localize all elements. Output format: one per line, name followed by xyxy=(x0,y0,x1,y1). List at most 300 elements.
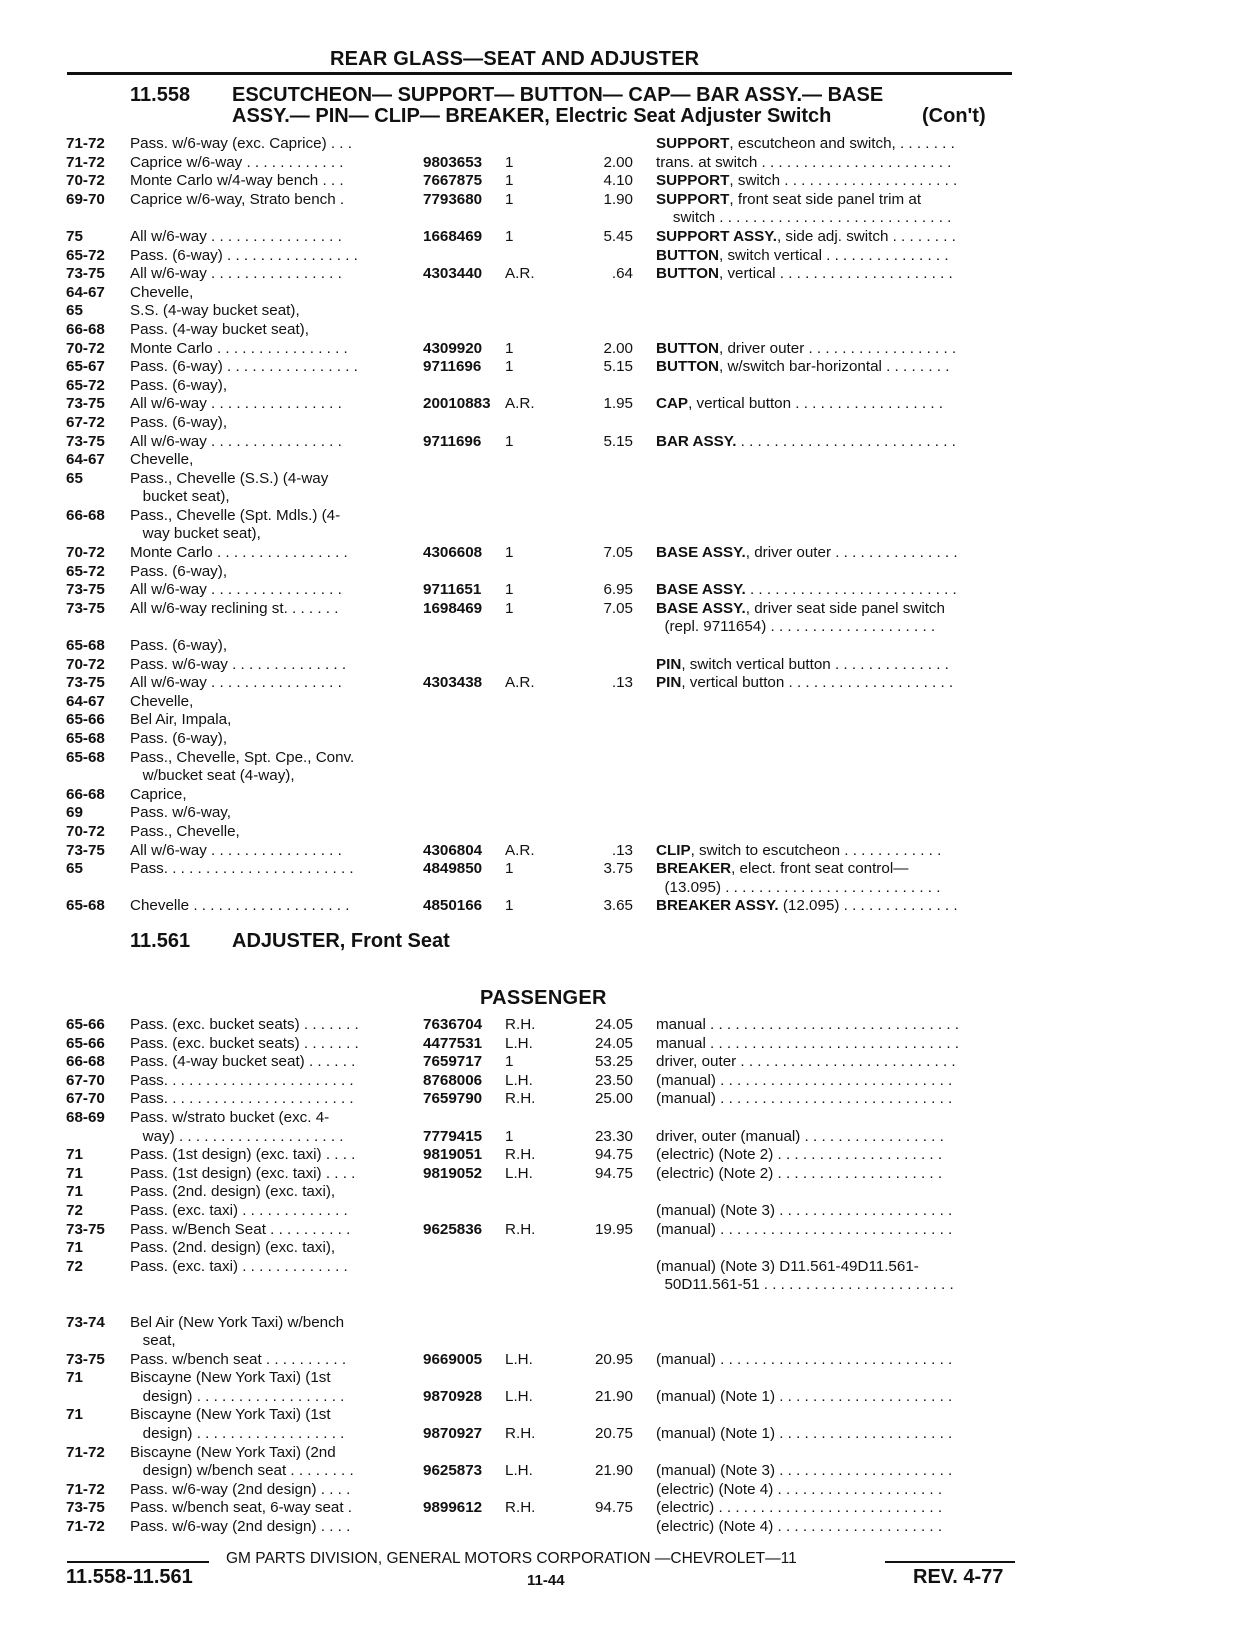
year-range: 73-75 xyxy=(66,1220,105,1238)
application: Pass. w/bench seat, 6-way seat . xyxy=(130,1499,353,1517)
part-number: 9899612 xyxy=(423,1499,483,1517)
description-text: (electric) . . . . . . . . . . . . . . . . . . . . . . . . . . . xyxy=(656,1499,943,1517)
application: Biscayne (New York Taxi) (2nd xyxy=(130,1443,336,1461)
description xyxy=(656,395,1018,414)
revision-label: REV. 4-77 xyxy=(913,1566,1004,1588)
year-range: 71-72 xyxy=(66,1518,105,1536)
description xyxy=(656,1388,1018,1407)
section-title-line1: ESCUTCHEON— SUPPORT— BUTTON— CAP— BAR ASSY.— BASE xyxy=(232,84,884,106)
application: Pass. (1st design) (exc. taxi) . . . . xyxy=(130,1164,356,1182)
page-header-title: REAR GLASS—SEAT AND ADJUSTER xyxy=(330,48,700,70)
quantity: A.R. xyxy=(505,841,535,859)
quantity: 1 xyxy=(505,544,514,562)
application: Pass. (6-way) . . . . . . . . . . . . . . . . xyxy=(130,358,358,376)
description-text: , switch . . . . . . . . . . . . . . . . . . . . . xyxy=(729,172,958,190)
parts-table-11561 xyxy=(0,1016,1235,1537)
part-number: 4303440 xyxy=(423,265,483,283)
description-keyword: SUPPORT xyxy=(656,172,730,190)
application: All w/6-way . . . . . . . . . . . . . . . . xyxy=(130,265,342,283)
table-row xyxy=(0,172,1235,191)
table-row xyxy=(0,897,1235,916)
description xyxy=(656,1425,1018,1444)
application: Pass., Chevelle (Spt. Mdls.) (4- xyxy=(130,506,341,524)
description-keyword: BUTTON xyxy=(656,246,719,264)
application: Pass. (2nd. design) (exc. taxi), xyxy=(130,1239,336,1257)
year-range: 70-72 xyxy=(66,339,105,357)
description-text: (manual) (Note 3) . . . . . . . . . . . . . . . . . . . . . xyxy=(656,1462,953,1480)
table-row xyxy=(0,730,1235,749)
price: 25.00 xyxy=(594,1090,633,1108)
part-number: 4306608 xyxy=(423,544,483,562)
part-number: 4850166 xyxy=(423,897,483,915)
application: Pass. (4-way bucket seat), xyxy=(130,320,309,338)
quantity: R.H. xyxy=(505,1499,536,1517)
application: Pass. (6-way), xyxy=(130,413,228,431)
section-title: ADJUSTER, Front Seat xyxy=(232,930,450,952)
table-row xyxy=(0,191,1235,210)
table-row xyxy=(0,711,1235,730)
description-text: (manual) . . . . . . . . . . . . . . . . . . . . . . . . . . . . xyxy=(656,1071,953,1089)
application: Pass. (1st design) (exc. taxi) . . . . xyxy=(130,1146,356,1164)
application: Pass. w/6-way . . . . . . . . . . . . . . xyxy=(130,655,347,673)
application: way) . . . . . . . . . . . . . . . . . . . . xyxy=(130,1127,344,1145)
price: 5.45 xyxy=(603,227,633,245)
table-row xyxy=(0,135,1235,154)
table-row xyxy=(0,1518,1235,1537)
table-row xyxy=(0,302,1235,321)
application: All w/6-way . . . . . . . . . . . . . . . . xyxy=(130,227,342,245)
quantity: L.H. xyxy=(505,1164,533,1182)
price: 2.00 xyxy=(603,339,633,357)
table-row xyxy=(0,321,1235,340)
quantity: A.R. xyxy=(505,395,535,413)
application: Pass. (exc. taxi) . . . . . . . . . . . . . xyxy=(130,1257,348,1275)
section-number: 11.558 xyxy=(130,84,191,106)
description-keyword: SUPPORT xyxy=(656,135,730,152)
description-text: (repl. 9711654) . . . . . . . . . . . . . . . . . . . . xyxy=(656,618,936,636)
year-range: 72 xyxy=(66,1257,83,1275)
table-row xyxy=(0,804,1235,823)
year-range: 64-67 xyxy=(66,283,105,301)
year-range: 66-68 xyxy=(66,320,105,338)
year-range: 65-68 xyxy=(66,748,105,766)
part-number: 9711651 xyxy=(423,581,482,599)
table-row xyxy=(0,1425,1235,1444)
year-range: 65 xyxy=(66,302,83,320)
description xyxy=(656,1518,1018,1537)
description xyxy=(656,1165,1018,1184)
part-number: 9870927 xyxy=(423,1425,483,1443)
description xyxy=(656,1035,1018,1054)
year-range: 71-72 xyxy=(66,153,105,171)
price: 4.10 xyxy=(603,172,633,190)
part-number: 7659717 xyxy=(423,1053,483,1071)
year-range: 69 xyxy=(66,804,83,822)
table-row xyxy=(0,1388,1235,1407)
price: 3.75 xyxy=(603,860,633,878)
year-range: 65-68 xyxy=(66,637,105,655)
application: Pass. . . . . . . . . . . . . . . . . . . . . . . xyxy=(130,1090,354,1108)
table-row xyxy=(0,693,1235,712)
description xyxy=(656,1053,1018,1072)
price: 94.75 xyxy=(594,1499,633,1517)
description xyxy=(656,1016,1018,1035)
year-range: 73-75 xyxy=(66,1350,105,1368)
quantity: 1 xyxy=(505,339,514,357)
quantity: 1 xyxy=(505,1127,514,1145)
page-number: 11-44 xyxy=(527,1572,565,1589)
quantity: 1 xyxy=(505,227,514,245)
application: Bel Air (New York Taxi) w/bench xyxy=(130,1313,345,1331)
price: .13 xyxy=(611,841,633,859)
table-row xyxy=(0,1035,1235,1054)
application: Pass. w/6-way (2nd design) . . . . xyxy=(130,1518,351,1536)
description-keyword: BASE ASSY. xyxy=(656,544,746,562)
description-keyword: SUPPORT xyxy=(656,190,730,208)
description-text: (electric) (Note 2) . . . . . . . . . . . . . . . . . . . . xyxy=(656,1164,943,1182)
table-row xyxy=(0,377,1235,396)
year-range: 65-72 xyxy=(66,376,105,394)
footer-division: GM PARTS DIVISION, GENERAL MOTORS CORPORATION —CHEVROLET—11 xyxy=(226,1550,797,1567)
price: 20.75 xyxy=(594,1425,633,1443)
description-text: , driver outer . . . . . . . . . . . . . . . . . . xyxy=(719,339,957,357)
description-text: (manual) . . . . . . . . . . . . . . . . . . . . . . . . . . . . xyxy=(656,1350,953,1368)
description-text: , switch vertical . . . . . . . . . . . . . . . xyxy=(719,246,949,264)
header-rule xyxy=(67,72,1012,75)
table-row xyxy=(0,488,1235,507)
quantity: A.R. xyxy=(505,265,535,283)
part-number: 9625873 xyxy=(423,1462,483,1480)
year-range: 70-72 xyxy=(66,655,105,673)
year-range: 73-74 xyxy=(66,1313,105,1331)
subheading-passenger: PASSENGER xyxy=(480,987,607,1009)
year-range: 73-75 xyxy=(66,599,105,617)
table-row xyxy=(0,228,1235,247)
year-range: 75 xyxy=(66,227,83,245)
description-keyword: BASE ASSY. xyxy=(656,581,746,599)
year-range: 73-75 xyxy=(66,395,105,413)
description xyxy=(656,600,1018,619)
table-row xyxy=(0,1053,1235,1072)
quantity: L.H. xyxy=(505,1034,533,1052)
description-text: (electric) (Note 4) . . . . . . . . . . . . . . . . . . . . xyxy=(656,1480,943,1498)
application: Chevelle . . . . . . . . . . . . . . . . . . . xyxy=(130,897,350,915)
part-number: 9870928 xyxy=(423,1387,483,1405)
quantity: 1 xyxy=(505,897,514,915)
application: Pass. (exc. bucket seats) . . . . . . . xyxy=(130,1016,359,1033)
table-row xyxy=(0,1314,1235,1333)
description-text: driver, outer . . . . . . . . . . . . . . . . . . . . . . . . . . xyxy=(656,1053,956,1071)
part-number: 1668469 xyxy=(423,227,483,245)
year-range: 73-75 xyxy=(66,581,105,599)
part-number: 7779415 xyxy=(423,1127,483,1145)
description-text: , driver outer . . . . . . . . . . . . . . . xyxy=(745,544,958,562)
part-number: 9819052 xyxy=(423,1164,483,1182)
part-number: 7636704 xyxy=(423,1016,483,1033)
description xyxy=(656,172,1018,191)
quantity: 1 xyxy=(505,172,514,190)
price: 94.75 xyxy=(594,1146,633,1164)
part-number: 7659790 xyxy=(423,1090,483,1108)
year-range: 71 xyxy=(66,1183,83,1201)
part-number: 4303438 xyxy=(423,674,483,692)
quantity: 1 xyxy=(505,190,514,208)
quantity: L.H. xyxy=(505,1462,533,1480)
year-range: 65 xyxy=(66,860,83,878)
description-keyword: BUTTON xyxy=(656,358,719,376)
application: Chevelle, xyxy=(130,692,194,710)
year-range: 70-72 xyxy=(66,544,105,562)
application: All w/6-way . . . . . . . . . . . . . . . . xyxy=(130,395,342,413)
table-row xyxy=(0,507,1235,526)
year-range: 70-72 xyxy=(66,822,105,840)
application: Monte Carlo . . . . . . . . . . . . . . . . xyxy=(130,339,348,357)
table-row xyxy=(0,358,1235,377)
application: design) w/bench seat . . . . . . . . xyxy=(130,1462,354,1480)
application: Pass. w/strato bucket (exc. 4- xyxy=(130,1108,330,1126)
price: 5.15 xyxy=(603,358,633,376)
part-number: 4477531 xyxy=(423,1034,483,1052)
table-row xyxy=(0,395,1235,414)
quantity: 1 xyxy=(505,581,514,599)
description-text: (13.095) . . . . . . . . . . . . . . . . . . . . . . . . . . xyxy=(656,878,941,896)
table-row xyxy=(0,860,1235,879)
year-range: 65-67 xyxy=(66,358,105,376)
description xyxy=(656,358,1018,377)
description-text: trans. at switch . . . . . . . . . . . . . . . . . . . . . . . xyxy=(656,153,952,171)
table-row xyxy=(0,656,1235,675)
description-keyword: CAP xyxy=(656,395,689,413)
table-row xyxy=(0,1369,1235,1388)
price: 21.90 xyxy=(594,1462,633,1480)
year-range: 71-72 xyxy=(66,1443,105,1461)
table-row xyxy=(0,414,1235,433)
description-text: (manual) . . . . . . . . . . . . . . . . . . . . . . . . . . . . xyxy=(656,1090,953,1108)
application: Pass. . . . . . . . . . . . . . . . . . . . . . . xyxy=(130,1071,354,1089)
description-text: , escutcheon and switch, . . . . . . . xyxy=(729,135,955,152)
description xyxy=(656,209,1018,228)
table-row xyxy=(0,284,1235,303)
application: Pass. (2nd. design) (exc. taxi), xyxy=(130,1183,336,1201)
description xyxy=(656,544,1018,563)
table-row xyxy=(0,749,1235,768)
description xyxy=(656,656,1018,675)
quantity: 1 xyxy=(505,1053,514,1071)
table-row xyxy=(0,879,1235,898)
table-row xyxy=(0,1444,1235,1463)
description xyxy=(656,135,1018,154)
description xyxy=(656,1351,1018,1370)
description xyxy=(656,618,1018,637)
price: 2.00 xyxy=(603,153,633,171)
application: bucket seat), xyxy=(130,488,230,506)
table-row xyxy=(0,1016,1235,1035)
application: All w/6-way . . . . . . . . . . . . . . . . xyxy=(130,841,342,859)
description-text: (manual) (Note 1) . . . . . . . . . . . . . . . . . . . . . xyxy=(656,1425,953,1443)
description-text: , vertical button . . . . . . . . . . . . . . . . . . . . xyxy=(681,674,954,692)
application: Pass. (6-way), xyxy=(130,637,228,655)
description-text: , switch vertical button . . . . . . . . . . . . . . xyxy=(681,655,949,673)
application: Biscayne (New York Taxi) (1st xyxy=(130,1369,331,1387)
table-row xyxy=(0,1090,1235,1109)
section-number: 11.561 xyxy=(130,930,191,952)
year-range: 64-67 xyxy=(66,451,105,469)
description-keyword: PIN xyxy=(656,674,682,692)
application: All w/6-way . . . . . . . . . . . . . . . . xyxy=(130,581,342,599)
table-row xyxy=(0,842,1235,861)
table-row xyxy=(0,1481,1235,1500)
description-keyword: BASE ASSY. xyxy=(656,599,746,617)
price: 3.65 xyxy=(603,897,633,915)
year-range: 65-68 xyxy=(66,730,105,747)
year-range: 69-70 xyxy=(66,190,105,208)
table-row xyxy=(0,786,1235,805)
year-range: 65-66 xyxy=(66,1034,105,1052)
table-row xyxy=(0,154,1235,173)
application: Pass. . . . . . . . . . . . . . . . . . . . . . . xyxy=(130,860,354,878)
table-row xyxy=(0,1183,1235,1202)
quantity: 1 xyxy=(505,358,514,376)
price: 5.15 xyxy=(603,432,633,450)
year-range: 66-68 xyxy=(66,1053,105,1071)
description-text: , elect. front seat control— xyxy=(731,860,909,878)
year-range: 70-72 xyxy=(66,172,105,190)
application: way bucket seat), xyxy=(130,525,261,543)
year-range: 73-75 xyxy=(66,674,105,692)
description-text: , front seat side panel trim at xyxy=(729,190,922,208)
table-row xyxy=(0,823,1235,842)
quantity: R.H. xyxy=(505,1146,536,1164)
footer-rule-left xyxy=(67,1561,209,1563)
price: .64 xyxy=(611,265,633,283)
description xyxy=(656,1090,1018,1109)
part-number: 4309920 xyxy=(423,339,483,357)
application: Pass. (6-way) . . . . . . . . . . . . . . . . xyxy=(130,246,358,264)
description xyxy=(656,1128,1018,1147)
year-range: 73-75 xyxy=(66,841,105,859)
description-text: (manual) (Note 3) . . . . . . . . . . . . . . . . . . . . . xyxy=(656,1201,953,1219)
description xyxy=(656,433,1018,452)
application: Pass. w/6-way (2nd design) . . . . xyxy=(130,1480,351,1498)
year-range: 73-75 xyxy=(66,1499,105,1517)
price: 53.25 xyxy=(594,1053,633,1071)
description xyxy=(656,1481,1018,1500)
price: 1.90 xyxy=(603,190,633,208)
part-number: 1698469 xyxy=(423,599,483,617)
description xyxy=(656,191,1018,210)
table-row xyxy=(0,1276,1235,1295)
table-row xyxy=(0,1146,1235,1165)
description xyxy=(656,228,1018,247)
table-row xyxy=(0,433,1235,452)
description xyxy=(656,340,1018,359)
description-text: , w/switch bar-horizontal . . . . . . . . xyxy=(719,358,950,376)
application: Pass., Chevelle, xyxy=(130,822,240,840)
application: All w/6-way reclining st. . . . . . . xyxy=(130,599,339,617)
table-row xyxy=(0,1295,1235,1314)
description-keyword: BREAKER xyxy=(656,860,732,878)
footer-section-range: 11.558-11.561 xyxy=(66,1566,193,1588)
quantity: R.H. xyxy=(505,1090,536,1108)
price: 6.95 xyxy=(603,581,633,599)
application: Pass. (exc. bucket seats) . . . . . . . xyxy=(130,1034,359,1052)
application: seat, xyxy=(130,1332,176,1350)
quantity: R.H. xyxy=(505,1425,536,1443)
application: Pass. (exc. taxi) . . . . . . . . . . . . . xyxy=(130,1201,348,1219)
part-number: 9625836 xyxy=(423,1220,483,1238)
description-keyword: BUTTON xyxy=(656,339,719,357)
description-text: 50D11.561-51 . . . . . . . . . . . . . . . . . . . . . . . xyxy=(656,1276,954,1294)
description-text: , vertical button . . . . . . . . . . . . . . . . . . xyxy=(688,395,943,413)
price: 23.50 xyxy=(594,1071,633,1089)
description xyxy=(656,860,1018,879)
part-number: 4306804 xyxy=(423,841,483,859)
table-row xyxy=(0,1499,1235,1518)
application: Pass. w/Bench Seat . . . . . . . . . . xyxy=(130,1220,351,1238)
table-row xyxy=(0,247,1235,266)
table-row xyxy=(0,1128,1235,1147)
part-number: 9669005 xyxy=(423,1350,483,1368)
description-keyword: PIN xyxy=(656,655,682,673)
quantity: R.H. xyxy=(505,1220,536,1238)
description xyxy=(656,581,1018,600)
description xyxy=(656,1202,1018,1221)
application: design) . . . . . . . . . . . . . . . . . . xyxy=(130,1387,345,1405)
table-row xyxy=(0,674,1235,693)
application: w/bucket seat (4-way), xyxy=(130,767,295,785)
application: Pass. w/6-way (exc. Caprice) . . . xyxy=(130,135,352,152)
description-keyword: BREAKER ASSY. xyxy=(656,897,779,915)
table-row xyxy=(0,1406,1235,1425)
year-range: 65-72 xyxy=(66,562,105,580)
quantity: L.H. xyxy=(505,1387,533,1405)
description-text: (manual) (Note 1) . . . . . . . . . . . . . . . . . . . . . xyxy=(656,1387,953,1405)
description xyxy=(656,674,1018,693)
application: Monte Carlo . . . . . . . . . . . . . . . . xyxy=(130,544,348,562)
application: Pass. (6-way), xyxy=(130,562,228,580)
application: S.S. (4-way bucket seat), xyxy=(130,302,300,320)
table-row xyxy=(0,1165,1235,1184)
application: design) . . . . . . . . . . . . . . . . . . xyxy=(130,1425,345,1443)
price: 19.95 xyxy=(594,1220,633,1238)
application: Caprice w/6-way, Strato bench . xyxy=(130,190,345,208)
year-range: 71 xyxy=(66,1406,83,1424)
application: Bel Air, Impala, xyxy=(130,711,232,729)
part-number: 7667875 xyxy=(423,172,483,190)
quantity: 1 xyxy=(505,599,514,617)
part-number: 7793680 xyxy=(423,190,483,208)
description-text: . . . . . . . . . . . . . . . . . . . . . . . . . xyxy=(745,581,957,599)
price: 23.30 xyxy=(594,1127,633,1145)
price: 7.05 xyxy=(603,544,633,562)
part-number: 4849850 xyxy=(423,860,483,878)
description-keyword: BUTTON xyxy=(656,265,719,283)
quantity: 1 xyxy=(505,432,514,450)
year-range: 64-67 xyxy=(66,692,105,710)
price: 20.95 xyxy=(594,1350,633,1368)
description-text: (electric) (Note 2) . . . . . . . . . . . . . . . . . . . . xyxy=(656,1146,943,1164)
quantity: A.R. xyxy=(505,674,535,692)
application: Chevelle, xyxy=(130,451,194,469)
application: Pass. w/bench seat . . . . . . . . . . xyxy=(130,1350,347,1368)
table-row xyxy=(0,1221,1235,1240)
application: Pass. (4-way bucket seat) . . . . . . xyxy=(130,1053,356,1071)
table-row xyxy=(0,563,1235,582)
price: 94.75 xyxy=(594,1164,633,1182)
year-range: 67-72 xyxy=(66,413,105,431)
part-number: 9711696 xyxy=(423,358,482,376)
description-text: . . . . . . . . . . . . . . . . . . . . . . . . . . xyxy=(736,432,956,450)
